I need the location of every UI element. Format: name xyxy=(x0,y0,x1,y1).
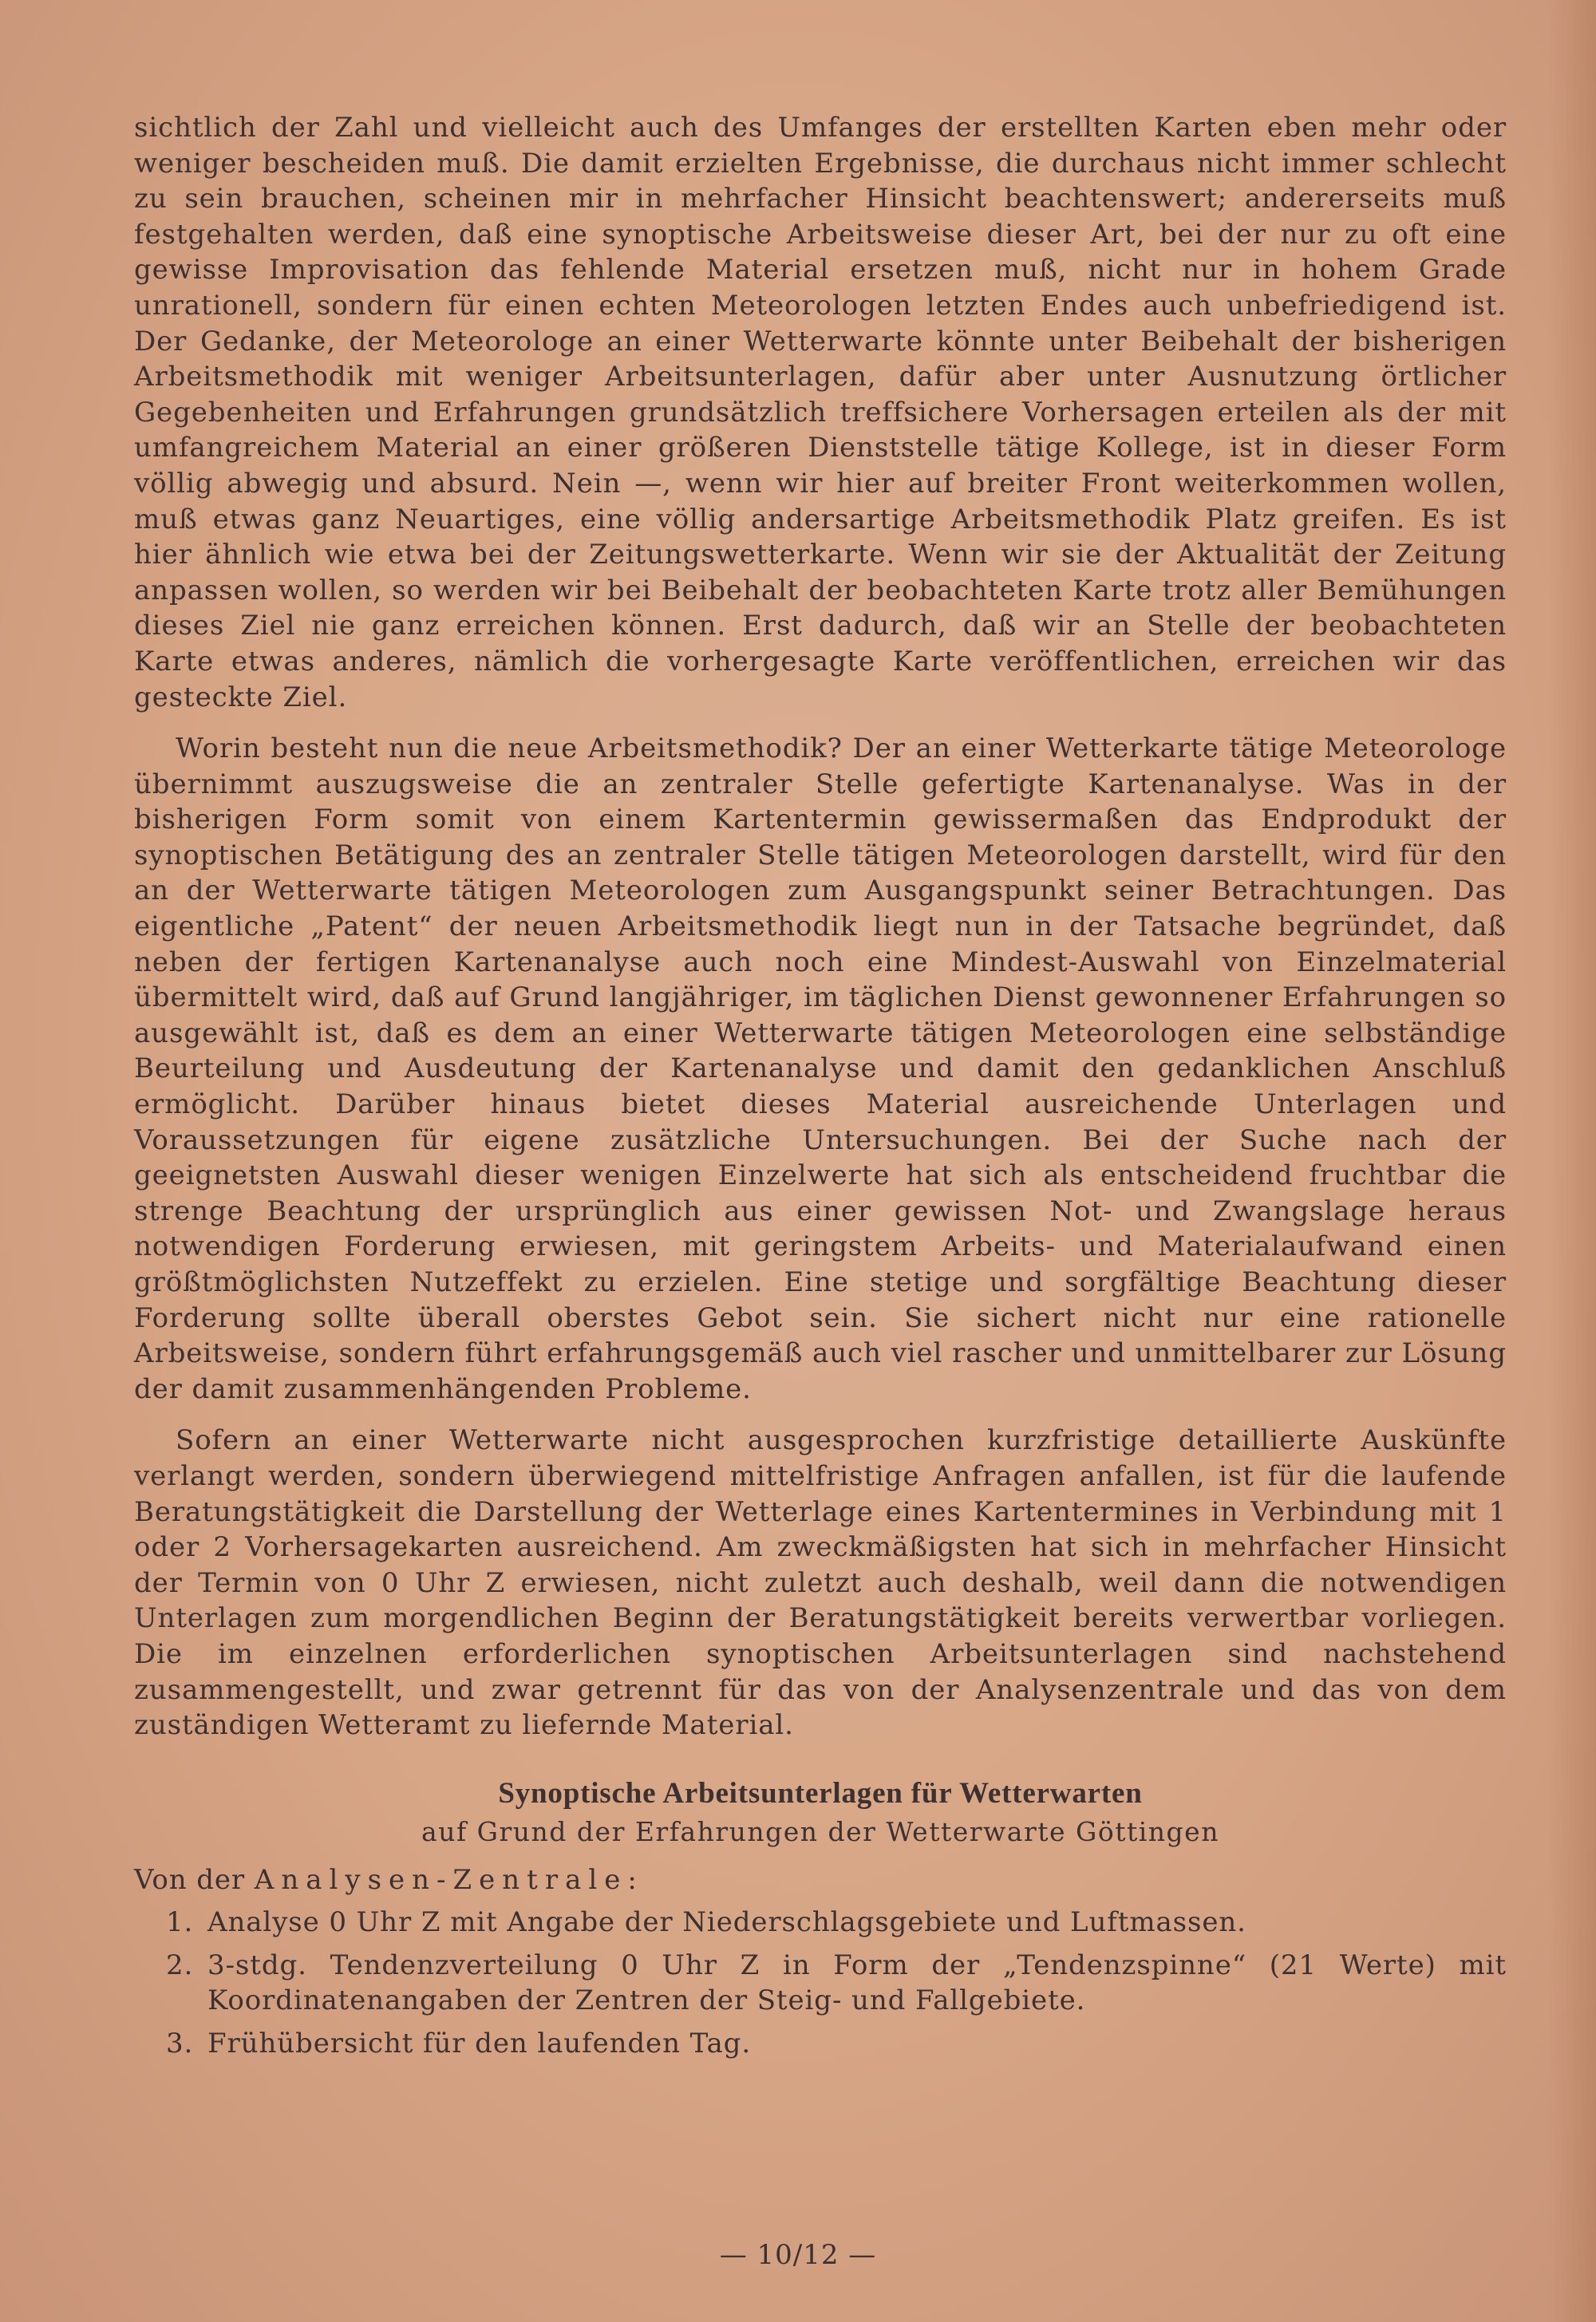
section-heading xyxy=(134,1774,1507,1850)
list-item xyxy=(134,1905,1507,1940)
source-label-name: Analysen-Zentrale xyxy=(254,1863,628,1896)
list-item-text: Analyse 0 Uhr Z mit Angabe der Niederschlagsgebiete und Luftmassen. xyxy=(207,1905,1246,1938)
page-edge-shading xyxy=(1548,0,1596,2322)
list-item xyxy=(134,1948,1507,2018)
page-number: — 10/12 — xyxy=(719,2239,877,2271)
document-body xyxy=(134,110,1507,2069)
list-item-text: Frühübersicht für den laufenden Tag. xyxy=(207,2027,752,2059)
list-item xyxy=(134,2026,1507,2061)
paragraph-continuation: sichtlich der Zahl und vielleicht auch des Umfanges der erstellten Karten eben mehr oder weniger bescheiden muß. Die damit erzielten Ergebnisse, die durchaus nicht immer schlecht zu sein brauchen, scheinen mir in mehrfacher Hinsicht beachtenswert; andererseits muß festgehalten werden, daß eine synoptische Arbeitsweise dieser Art, bei der nur zu oft eine gewisse Improvisation das fehlende Material ersetzen muß, nicht nur in hohem Grade unrationell, sondern für einen echten Meteorologen letzten Endes auch unbefriedigend ist. Der Gedanke, der Meteorologe an einer Wetterwarte könnte unter Beibehalt der bisherigen Arbeitsmethodik mit weniger Arbeitsunterlagen, dafür aber unter Ausnutzung örtlicher Gegebenheiten und Erfahrungen grundsätzlich treffsichere Vorhersagen erteilen als der mit umfangreichem Material an einer größeren Dienststelle tätige Kollege, ist in dieser Form völlig abwegig und absurd. Nein —, wenn wir hier auf breiter Front weiterkommen wollen, muß etwas ganz Neuartiges, eine völlig andersartige Arbeitsmethodik Platz greifen. Es ist hier ähnlich wie etwa bei der Zeitungswetterkarte. Wenn wir sie der Aktualität der Zeitung anpassen wollen, so werden wir bei Beibehalt der beobachteten Karte trotz aller Bemühungen dieses Ziel nie ganz erreichen können. Erst dadurch, daß wir an Stelle der beobachteten Karte etwas anderes, nämlich die vorhergesagte Karte veröffentlichen, erreichen wir das gesteckte Ziel. xyxy=(134,112,1507,713)
source-label-prefix: Von der xyxy=(134,1863,246,1896)
list-item-number: 2. xyxy=(166,1949,194,1981)
source-label xyxy=(134,1862,1507,1898)
list-item-number: 1. xyxy=(166,1905,194,1938)
list-item-text: 3-stdg. Tendenzverteilung 0 Uhr Z in Form der „Tendenzspinne“ (21 Werte) mit Koordinatenangaben der Zentren der Steig- und Fallgebiete. xyxy=(207,1949,1507,2016)
material-list xyxy=(134,1905,1507,2061)
paragraph-new-methodology: Worin besteht nun die neue Arbeitsmethodik? Der an einer Wetterkarte tätige Meteorologe übernimmt auszugsweise die an zentraler Stelle gefertigte Kartenanalyse. Was in der bisherigen Form somit von einem Kartentermin gewissermaßen das Endprodukt der synoptischen Betätigung des an zentraler Stelle tätigen Meteorologen darstellt, wird für den an der Wetterwarte tätigen Meteorologen zum Ausgangspunkt seiner Betrachtungen. Das eigentliche „Patent“ der neuen Arbeitsmethodik liegt nun in der Tatsache begründet, daß neben der fertigen Kartenanalyse auch noch eine Mindest-Auswahl von Einzelmaterial übermittelt wird, daß auf Grund langjähriger, im täglichen Dienst gewonnener Erfahrungen so ausgewählt ist, daß es dem an einer Wetterwarte tätigen Meteorologen eine selbständige Beurteilung und Ausdeutung der Kartenanalyse und damit den gedanklichen Anschluß ermöglicht. Darüber hinaus bietet dieses Material ausreichende Unterlagen und Voraussetzungen für eigene zusätzliche Untersuchungen. Bei der Suche nach der geeignetsten Auswahl dieser wenigen Einzelwerte hat sich als entscheidend fruchtbar die strenge Beachtung der ursprünglich aus einer gewissen Not- und Zwangslage heraus notwendigen Forderung erwiesen, mit geringstem Arbeits- und Materialaufwand einen größtmöglichsten Nutzeffekt zu erzielen. Eine stetige und sorgfältige Beachtung dieser Forderung sollte überall oberstes Gebot sein. Sie sichert nicht nur eine rationelle Arbeitsweise, sondern führt erfahrungsgemäß auch viel rascher und unmittelbarer zur Lösung der damit zusammenhängenden Probleme. xyxy=(134,733,1507,1405)
list-item-number: 3. xyxy=(166,2027,194,2059)
paragraph-consulting-practice: Sofern an einer Wetterwarte nicht ausgesprochen kurzfristige detaillierte Auskünfte verlangt werden, sondern überwiegend mittelfristige Anfragen anfallen, ist für die laufende Beratungstätigkeit die Darstellung der Wetterlage eines Kartentermines in Verbindung mit 1 oder 2 Vorhersagekarten ausreichend. Am zweckmäßigsten hat sich in mehrfacher Hinsicht der Termin von 0 Uhr Z erwiesen, nicht zuletzt auch deshalb, weil dann die notwendigen Unterlagen zum morgendlichen Beginn der Beratungstätigkeit bereits verwertbar vorliegen. Die im einzelnen erforderlichen synoptischen Arbeitsunterlagen sind nachstehend zusammengestellt, und zwar getrennt für das von der Analysenzentrale und das von dem zuständigen Wetteramt zu liefernde Material. xyxy=(134,1424,1507,1742)
heading-subtitle: auf Grund der Erfahrungen der Wetterwarte Göttingen xyxy=(421,1815,1219,1847)
source-label-suffix: : xyxy=(627,1863,638,1896)
heading-title: Synoptische Arbeitsunterlagen für Wetterwarten xyxy=(498,1776,1143,1810)
